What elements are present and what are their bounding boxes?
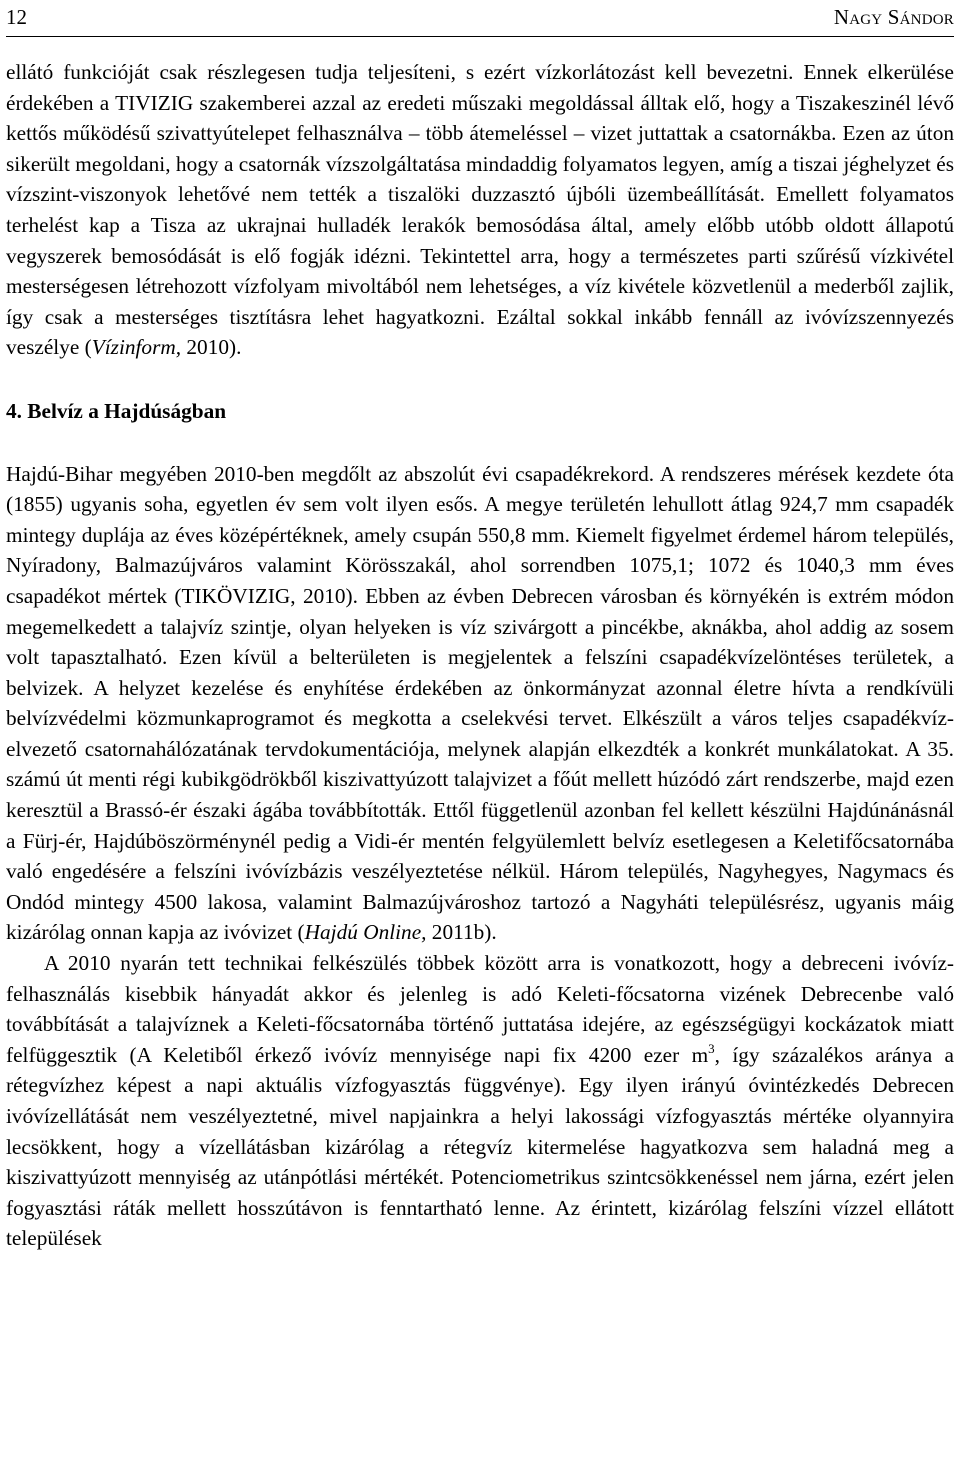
- section-heading: 4. Belvíz a Hajdúságban: [6, 398, 227, 423]
- running-header: [6, 2, 954, 37]
- paragraph-text: A 2010 nyarán tett technikai felkészülés többek között arra is vonatkozott, hogy a debreceni ivóvíz-felhasználás kisebbik hányadát akkor és jelenleg is adó Keleti-főcsatorna vizének Debrecenbe való továbbítását a talajvíznek a Keleti-főcsatornába történő juttatása idejére, az egészségügyi kockázatok miatt felfüggesztik (A Keletiből érkező ivóvíz mennyisége napi fix 4200 ezer m: [6, 951, 954, 1067]
- citation-source: Vízinform,: [91, 335, 182, 360]
- citation-year: 2010).: [181, 335, 242, 360]
- body-text: [6, 57, 954, 1254]
- paragraph-water-restriction: [6, 57, 954, 363]
- cubic-superscript: 3: [708, 1040, 715, 1056]
- paragraph-text: ellátó funkcióját csak részlegesen tudja teljesíteni, s ezért vízkorlátozást kell bevezetni. Ennek elkerülése érdekében a TIVIZIG szakemberei azzal az eredeti műszaki megoldással álltak elő, hogy a Tiszakeszinél lévő kettős működésű szivattyútelepet felhasználva – több átemeléssel – vizet juttattak a csatornákba. Ezen az úton sikerült megoldani, hogy a csatornák vízszolgáltatása mindaddig folyamatos legyen, amíg a tiszai jéghelyzet és vízszint-viszonyok lehetővé nem tették a tiszalöki duzzasztó újbóli üzembeállítását. Emellett folyamatos terhelést kap a Tisza az ukrajnai hulladék lerakók bemosódása által, amely előbb utóbb oldott állapotú vegyszerek bemosódását is elő fogják idézni. Tekintettel arra, hogy a természetes parti szűrésű vízkivétel mesterségesen létrehozott vízfolyam mivoltából nem lehetséges, a víz kivétele közvetlenül a mederből zajlik, így csak a mesterséges tisztításra lehet hagyatkozni. Ezáltal sokkal inkább fennáll az ivóvízszennyezés veszélye (: [6, 60, 954, 360]
- citation-source: Hajdú Online,: [304, 920, 427, 945]
- citation-year: 2011b).: [426, 920, 497, 945]
- running-title-author: Nagy Sándor: [833, 5, 954, 29]
- paragraph-text-continued: , így százalékos aránya a rétegvízhez képest a napi aktuális vízfogyasztás függvénye). Egy ilyen irányú óvintézkedés Debrecen ivóvízellátását nem veszélyeztetné, mivel napjainkra a helyi lakossági vízfogyasztás mértéke olyannyira lecsökkent, hogy a vízellátásban kizárólag a rétegvíz kitermelése hagyatkozva sem haladná meg a kiszivattyúzott mennyiség az utánpótlási mértékét. Potenciometrikus szintcsökkenéssel nem járna, ezért jelen fogyasztási ráták mellett hosszútávon is fenntartható lenne. Az érintett, kizárólag felszíni vízzel ellátott települések: [6, 1042, 954, 1251]
- paragraph-text: Hajdú-Bihar megyében 2010-ben megdőlt az abszolút évi csapadékrekord. A rendszeres mérések kezdete óta (1855) ugyanis soha, egyetlen év sem volt ilyen esős. A megye területén lehullott átlag 924,7 mm csapadék mintegy duplája az éves középértéknek, amely csupán 550,8 mm. Kiemelt figyelmet érdemel három település, Nyíradony, Balmazújváros valamint Körösszakál, ahol sorrendben 1075,1; 1072 és 1040,3 mm éves csapadékot mértek (TIKÖVIZIG, 2010). Ebben az évben Debrecen városban és környékén is extrém módon megemelkedett a talajvíz szintje, olyan helyeken is víz szivárgott a pincékbe, aknákba, ahol addig az sosem volt tapasztalható. Ezen kívül a belterületen is megjelentek a felszíni csapadékvízelöntéses területek, a belvizek. A helyzet kezelése és enyhítése érdekében az önkormányzat azonnal életre hívta a rendkívüli belvízvédelmi közmunkaprogramot és megkotta a cselekvési tervet. Elkészült a város teljes csapadékvíz-elvezető csatornahálózatának tervdokumentációja, melynek alapján elkezdték a konkrét munkálatokat. A 35. számú út menti régi kubikgödrökből kiszivattyúzott talajvizet a főút mellett húzódó zárt rendszerbe, majd ezen keresztül a Brassó-ér északi ágába továbbították. Ettől függetlenül azonban fel kellett készülni Hajdúnánásnál a Fürj-ér, Hajdúböszörménynél pedig a Vidi-ér mentén felgyülemlett belvíz esetlegesen a Keletifőcsatornába való engedésére a felszíni ivóvízbázis veszélyeztetése nélkül. Három település, Nagyhegyes, Nagymacs és Ondód mintegy 4500 lakosa, valamint Balmazújvároshoz tartozó a Nagyháti településrész, ugyanis máig kizárólag onnan kapja az ivóvizet (: [6, 461, 954, 945]
- paragraph-hajdu-bihar-rainfall: [6, 459, 954, 949]
- page-number: 12: [6, 5, 27, 29]
- paragraph-debrecen-water-supply: [6, 948, 954, 1254]
